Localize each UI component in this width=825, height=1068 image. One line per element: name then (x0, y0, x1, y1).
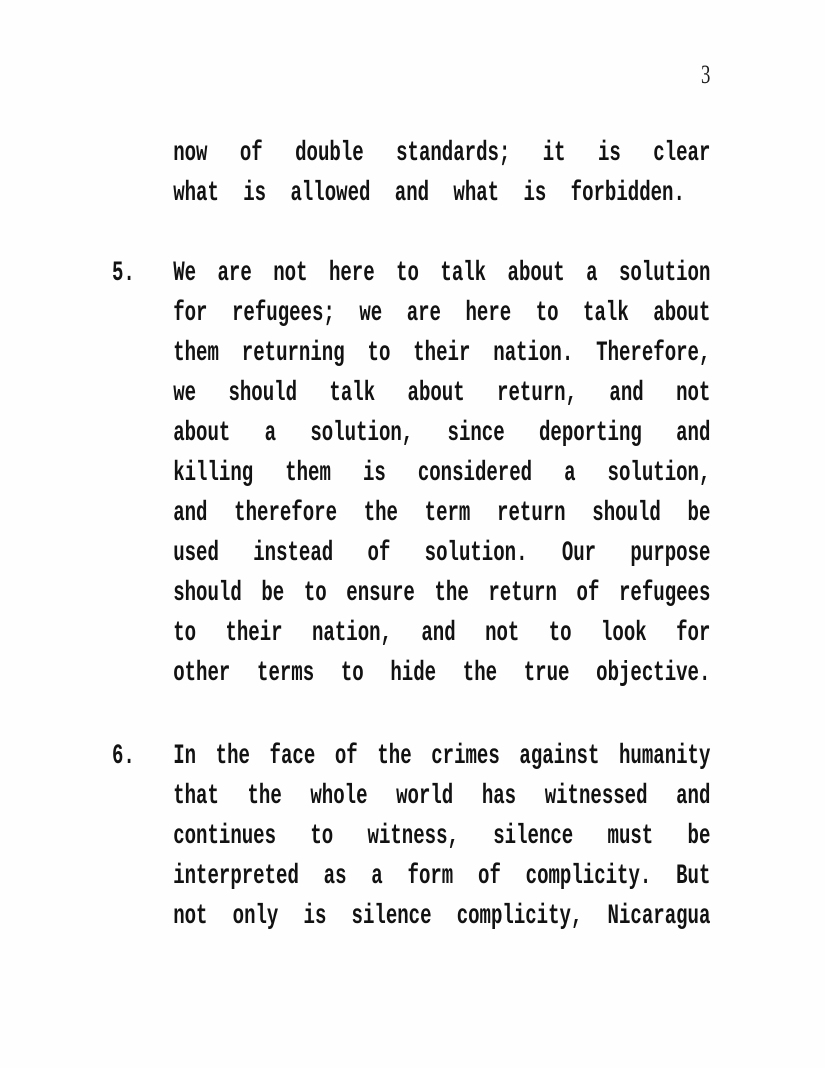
text-line: them returning to their nation. Therefore, (173, 338, 711, 369)
paragraph-number: 6. (112, 741, 135, 772)
text-line: other terms to hide the true objective. (173, 658, 711, 689)
paragraph-6 (112, 737, 710, 937)
paragraph-5 (112, 254, 710, 694)
page-number: 3 (701, 60, 711, 89)
text-line: We are not here to talk about a solution (173, 258, 711, 289)
document-body (112, 0, 710, 937)
paragraph-continuation (112, 134, 710, 214)
text-line: In the face of the crimes against humanity (173, 741, 711, 772)
text-line: for refugees; we are here to talk about (173, 298, 711, 329)
text-line: about a solution, since deporting and (173, 418, 711, 449)
text-line: interpreted as a form of complicity. But (173, 861, 711, 892)
text-line: what is allowed and what is forbidden. (173, 178, 685, 209)
text-line: that the whole world has witnessed and (173, 781, 711, 812)
paragraph-number: 5. (112, 258, 135, 289)
text-line: used instead of solution. Our purpose (173, 538, 711, 569)
text-line: killing them is considered a solution, (173, 458, 711, 489)
text-line: and therefore the term return should be (173, 498, 711, 529)
text-line: continues to witness, silence must be (173, 821, 711, 852)
text-line: not only is silence complicity, Nicaragua (173, 901, 711, 932)
text-line: we should talk about return, and not (173, 378, 711, 409)
text-line: to their nation, and not to look for (173, 618, 711, 649)
text-line: should be to ensure the return of refugees (173, 578, 711, 609)
text-line: now of double standards; it is clear (173, 138, 711, 169)
